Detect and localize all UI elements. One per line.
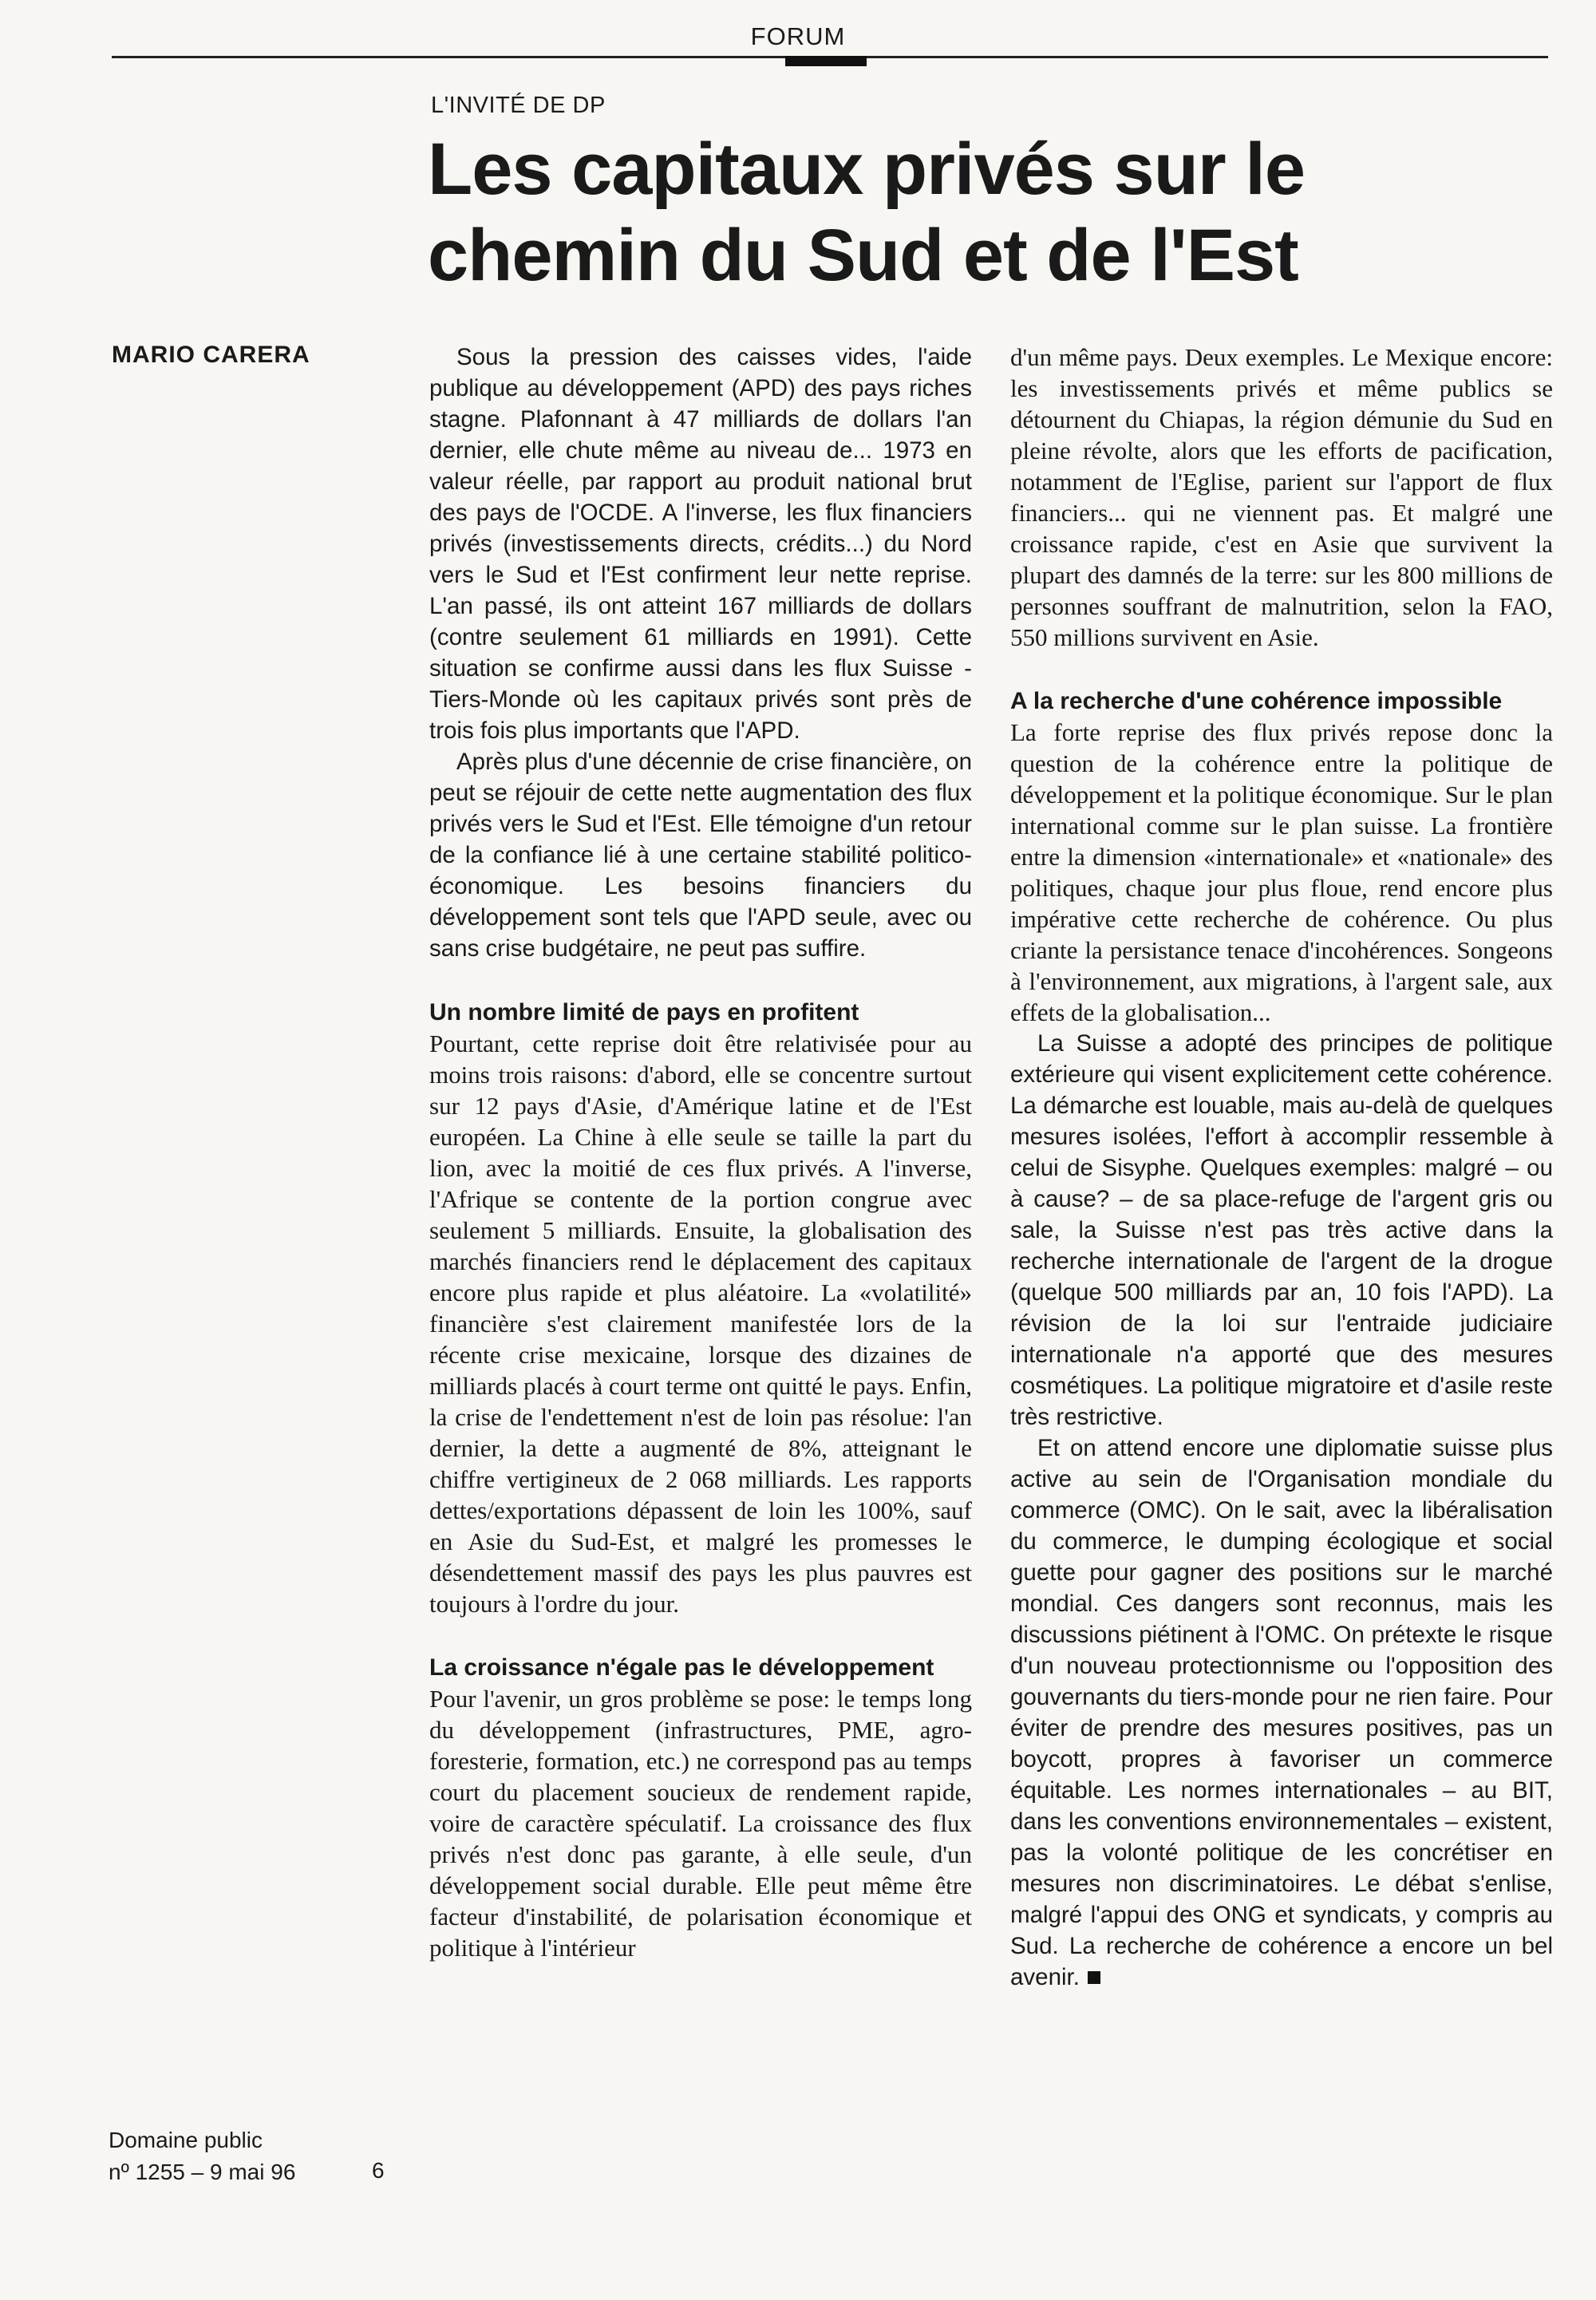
issue-info: nº 1255 – 9 mai 96 bbox=[109, 2160, 296, 2184]
text-column-1 bbox=[429, 342, 972, 1963]
text-column-2 bbox=[1010, 342, 1553, 1993]
kicker: L'INVITÉ DE DP bbox=[431, 93, 606, 118]
page-number: 6 bbox=[372, 2158, 385, 2183]
paragraph: d'un même pays. Deux exemples. Le Mexique encore: les investissements privés et même publics se détournent du Chiapas, la région démunie du Sud en pleine révolte, alors que les efforts de pacification, notamment de l'Eglise, parient sur l'apport de flux financiers... qui ne viennent pas. Et malgré une croissance rapide, c'est en Asie que survivent la plupart des damnés de la terre: sur les 800 millions de personnes souffrant de malnutrition, selon la FAO, 550 millions survivent en Asie. bbox=[1010, 343, 1553, 651]
paragraph: La forte reprise des flux privés repose donc la question de la cohérence entre la politique de développement et la politique économique. Sur le plan international comme sur le plan suisse. La frontière entre la dimension «internationale» et «nationale» des politiques, chaque jour plus floue, rend encore plus impérative cette recherche de cohérence. Ou plus criante la persistance tenace d'incohérences. Songeons à l'environnement, aux migrations, à l'argent sale, aux effets de la globalisation... bbox=[1010, 718, 1553, 1026]
paragraph: Pour l'avenir, un gros problème se pose: le temps long du développement (infrastructures, PME, agro-foresterie, formation, etc.) ne correspond pas au temps court du placement soucieux de rendement rapide, voire de caractère spéculatif. La croissance des flux privés n'est donc pas garante, à elle seule, d'un développement social durable. Elle peut même être facteur d'instabilité, de polarisation économique et politique à l'intérieur bbox=[429, 1685, 972, 1962]
paragraph: La Suisse a adopté des principes de politique extérieure qui visent explicitement cette cohérence. La démarche est louable, mais au-delà de quelques mesures isolées, l'effort à accomplir ressemble à celui de Sisyphe. Quelques exemples: malgré – ou à cause? – de sa place-refuge de l'argent gris ou sale, la Suisse n'est pas très active dans la recherche internationale de l'argent de la drogue (quelque 500 milliards par an, 10 fois l'APD). La révision de la loi sur l'entraide judiciaire internationale n'a apporté que des mesures cosmétiques. La politique migratoire et d'asile reste très restrictive. bbox=[1010, 1030, 1553, 1430]
subheading: La croissance n'égale pas le développement bbox=[429, 1654, 934, 1681]
paragraph: Après plus d'une décennie de crise financière, on peut se réjouir de cette nette augmentation des flux privés vers le Sud et l'Est. Elle témoigne d'un retour de la confiance lié à une certaine stabilité politico-économique. Les besoins financiers du développement sont tels que l'APD seule, avec ou sans crise budgétaire, ne peut pas suffire. bbox=[429, 749, 972, 962]
publication-info bbox=[109, 2124, 295, 2188]
paragraph bbox=[1010, 1433, 1553, 1993]
subheading: Un nombre limité de pays en profitent bbox=[429, 999, 859, 1026]
subheading: A la recherche d'une cohérence impossible bbox=[1010, 688, 1503, 714]
section-header: FORUM bbox=[750, 22, 846, 50]
publication-name: Domaine public bbox=[109, 2128, 263, 2152]
author-byline: MARIO CARERA bbox=[112, 342, 310, 368]
paragraph-text: Et on attend encore une diplomatie suisse plus active au sein de l'Organisation mondiale du commerce (OMC). On le sait, avec la libéralisation du commerce, le dumping écologique et social guette pour gagner des positions sur le marché mondial. Ces dangers sont reconnus, mais les discussions piétinent à l'OMC. On prétexte le risque d'un nouveau protectionnisme ou l'opposition des gouvernants du tiers-monde pour ne rien faire. Pour éviter de prendre des mesures positives, pas un boycott, propres à favoriser un commerce équitable. Les normes internationales – au BIT, dans les conventions environnementales – existent, pas la volonté politique de les concrétiser en mesures non discriminatoires. Le débat s'enlise, malgré l'appui des ONG et syndicats, y compris au Sud. La recherche de cohérence a encore un bel avenir. bbox=[1010, 1435, 1553, 1990]
paragraph: Pourtant, cette reprise doit être relativisée pour au moins trois raisons: d'abord, elle se concentre surtout sur 12 pays d'Asie, d'Amérique latine et de l'Est européen. La Chine à elle seule se taille la part du lion, avec la moitié de ces flux privés. A l'inverse, l'Afrique se contente de la portion congrue avec seulement 5 milliards. Ensuite, la globalisation des marchés financiers rend le déplacement des capitaux encore plus rapide et plus aléatoire. La «volatilité» financière s'est clairement manifestée lors de la récente crise mexicaine, lorsque des dizaines de milliards placés à court terme ont quitté le pays. Enfin, la crise de l'endettement n'est de loin pas résolue: l'an dernier, la dette a augmenté de 8%, atteignant le chiffre vertigineux de 2 068 milliards. Les rapports dettes/exportations dépassent de loin les 100%, sauf en Asie du Sud-Est, et malgré les promesses le désendettement massif des pays les plus pauvres est toujours à l'ordre du jour. bbox=[429, 1029, 972, 1618]
article-title: Les capitaux privés sur le chemin du Sud et de l'Est bbox=[428, 128, 1305, 296]
end-of-article-mark bbox=[1088, 1971, 1100, 1984]
header-tab-marker bbox=[785, 56, 867, 66]
paragraph: Sous la pression des caisses vides, l'aide publique au développement (APD) des pays riches stagne. Plafonnant à 47 milliards de dollars l'an dernier, elle chute même au niveau de... 1973 en valeur réelle, par rapport au produit national brut des pays de l'OCDE. A l'inverse, les flux financiers privés (investissements directs, crédits...) du Nord vers le Sud et l'Est confirment leur nette reprise. L'an passé, ils ont atteint 167 milliards de dollars (contre seulement 61 milliards en 1991). Cette situation se confirme aussi dans les flux Suisse - Tiers-Monde où les capitaux privés sont près de trois fois plus importants que l'APD. bbox=[429, 344, 972, 744]
